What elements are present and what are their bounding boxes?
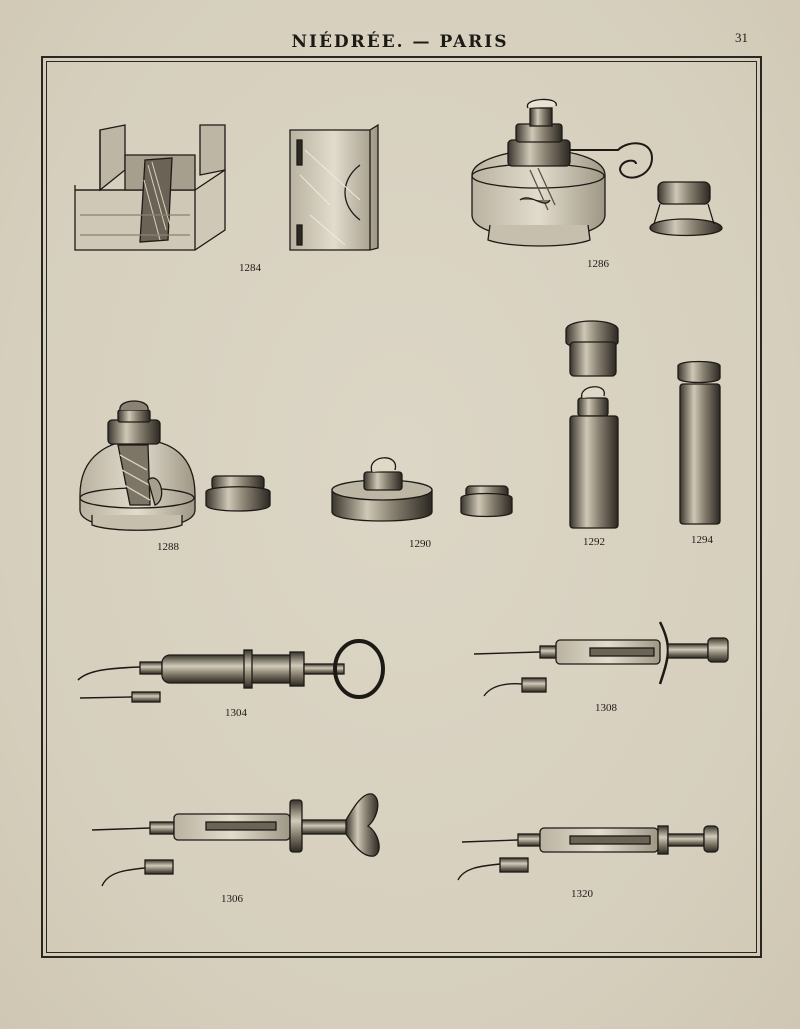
figure-1286-spirit-lamp: [472, 99, 722, 246]
figure-1308-glass-syringe: [474, 622, 728, 696]
figure-1304-ring-syringe: [78, 641, 383, 702]
figure-caption: 1308: [595, 702, 617, 714]
figure-caption: 1306: [221, 893, 243, 905]
figure-1292-cylinder-lamp: [566, 321, 618, 528]
figure-caption: 1320: [571, 888, 593, 900]
figure-caption: 1294: [691, 534, 713, 546]
figure-1306-wing-syringe: [92, 794, 379, 886]
figure-caption: 1292: [583, 536, 605, 548]
figure-1290-flat-lamp: [332, 458, 512, 521]
figure-1284-slide-plate: [290, 125, 378, 250]
figure-caption: 1284: [239, 262, 261, 274]
figure-1288-glass-lamp: [80, 401, 270, 530]
figure-1284-wick-holder: [75, 125, 225, 250]
figure-caption: 1304: [225, 707, 247, 719]
page-title: NIÉDRÉE. — PARIS: [291, 32, 509, 52]
figure-1294-closed-cylinder: [678, 362, 720, 525]
figure-caption: 1288: [157, 541, 179, 553]
figure-caption: 1290: [409, 538, 431, 550]
figure-caption: 1286: [587, 258, 609, 270]
figure-1320-small-syringe: [458, 826, 718, 880]
page-number: 31: [735, 30, 748, 45]
